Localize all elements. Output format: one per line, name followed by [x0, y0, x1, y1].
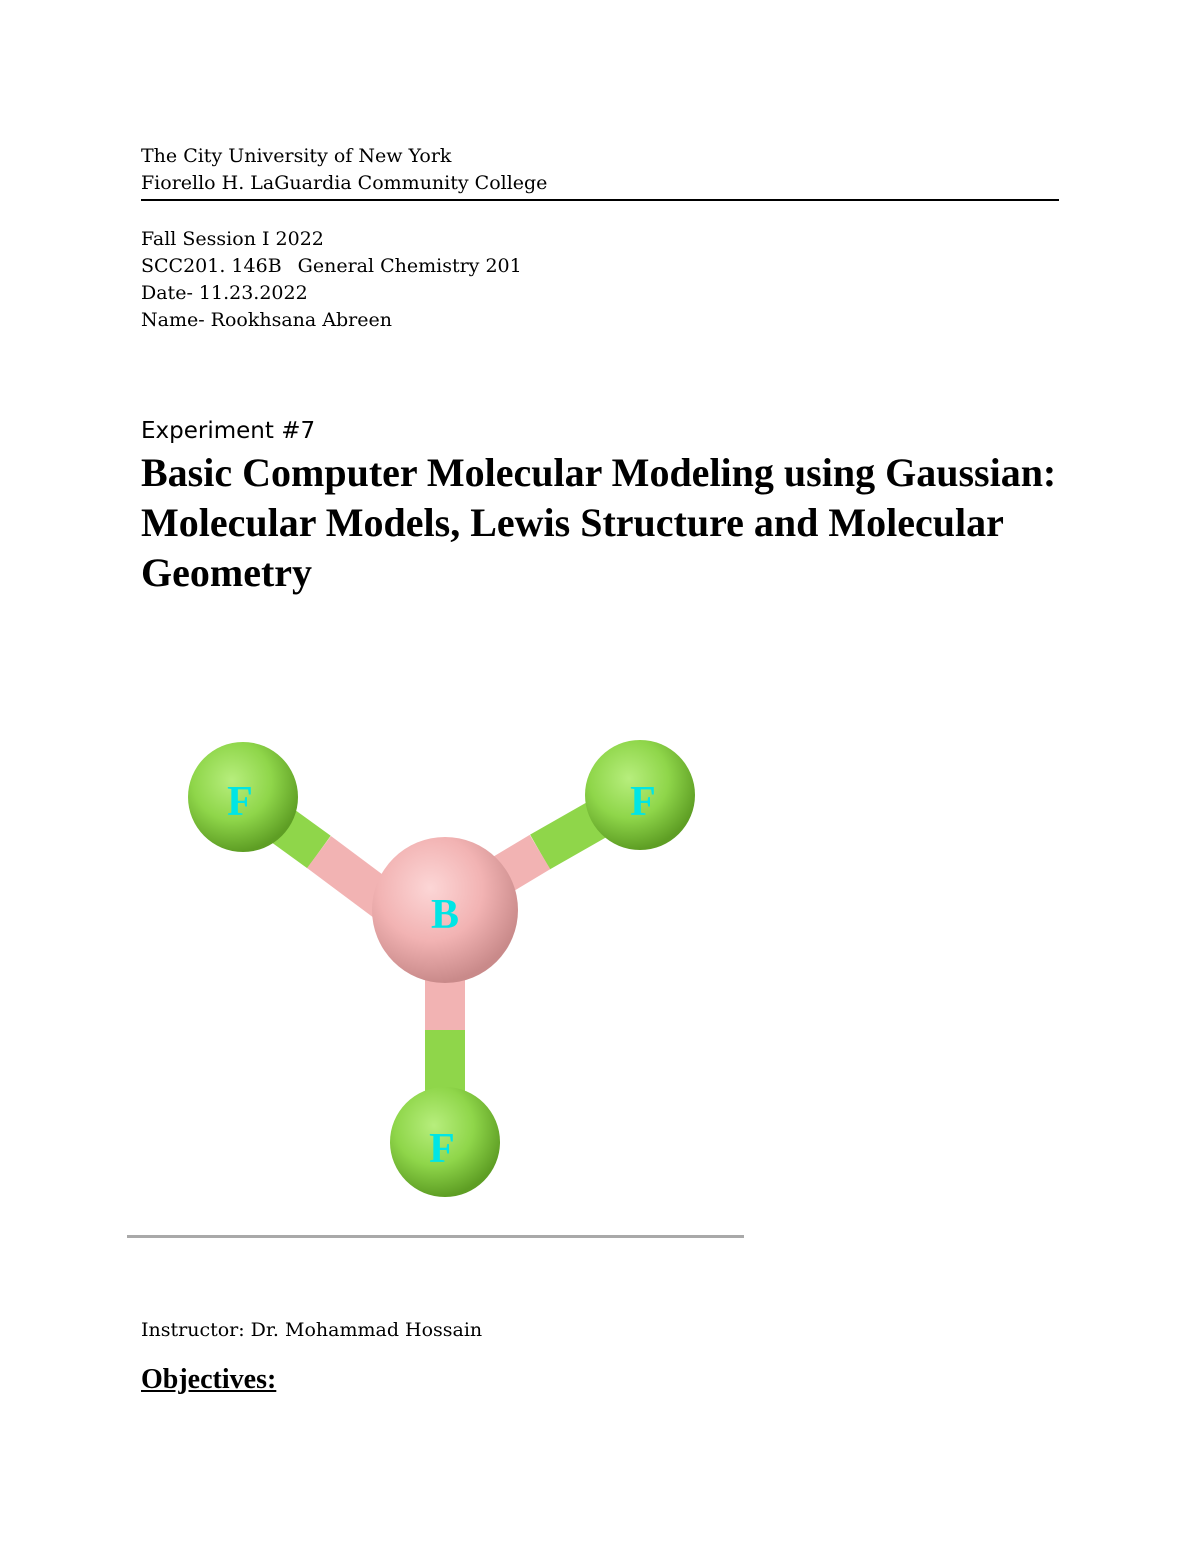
session-text: Fall Session I 2022: [141, 228, 324, 250]
bf3-molecule-model: [180, 730, 710, 1210]
course-name: General Chemistry 201: [297, 255, 522, 277]
university-name: The City University of New York: [141, 145, 452, 167]
objectives-heading: Objectives:: [141, 1364, 277, 1395]
experiment-label: Experiment #7: [141, 418, 316, 444]
student-name: Name- Rookhsana Abreen: [141, 309, 392, 331]
course-code: SCC201. 146B: [141, 255, 282, 277]
document-header: [141, 143, 1059, 201]
instructor-text: Instructor: Dr. Mohammad Hossain: [141, 1319, 483, 1341]
fluorine-label-right: F: [630, 779, 656, 825]
section-divider: [127, 1235, 744, 1238]
fluorine-label-bottom: F: [429, 1126, 455, 1172]
course-info: [141, 226, 522, 334]
fluorine-label-left: F: [227, 779, 253, 825]
boron-label: B: [430, 892, 460, 938]
experiment-title: Basic Computer Molecular Modeling using Gaussian: Molecular Models, Lewis Structure and Molecular Geometry: [141, 450, 1057, 595]
course-line: [141, 253, 522, 280]
college-name: Fiorello H. LaGuardia Community College: [141, 172, 548, 194]
date-text: Date- 11.23.2022: [141, 282, 308, 304]
